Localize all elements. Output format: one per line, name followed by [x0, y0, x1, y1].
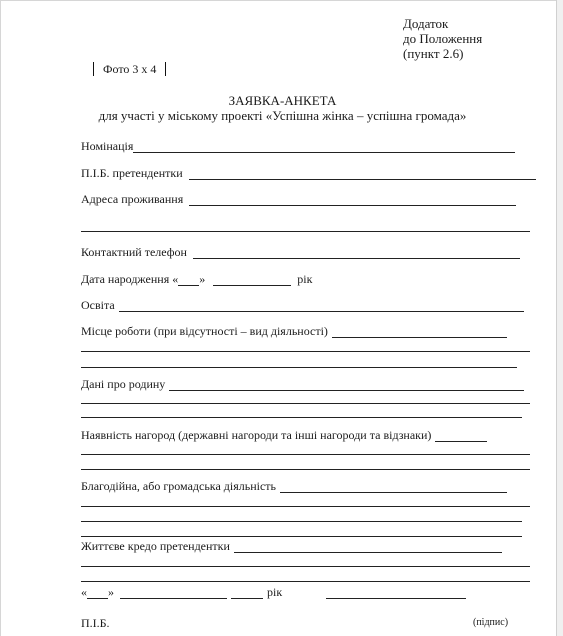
footer-pib-label: П.І.Б. — [81, 616, 110, 630]
birthdate-month-line[interactable] — [213, 274, 291, 286]
footer-signature-caption: (підпис) — [473, 617, 509, 628]
annex-line-2: до Положення — [403, 31, 483, 46]
sign-date-day-line[interactable] — [87, 587, 108, 599]
awards-label: Наявність нагород (державні нагороди та інші нагороди та відзнаки) — [81, 428, 432, 442]
form-subtitle-text: для участі у міському проекті «Успішна жінка – успішна громада» — [98, 108, 467, 123]
annex-line-3: (пункт 2.6) — [403, 46, 464, 61]
birthdate-year-word: рік — [297, 272, 313, 286]
pib-field — [81, 166, 536, 180]
awards-field — [81, 428, 487, 442]
pib-input-line[interactable] — [189, 168, 536, 180]
sign-date-field — [81, 585, 466, 599]
family-field — [81, 377, 524, 391]
work-extra-line-2[interactable] — [81, 367, 517, 368]
photo-left-bar — [93, 62, 94, 76]
signature-line[interactable] — [326, 587, 466, 599]
family-input-line[interactable] — [169, 379, 524, 391]
photo-label: Фото 3 х 4 — [103, 62, 157, 76]
awards-input-line[interactable] — [435, 430, 487, 442]
work-label: Місце роботи (при відсутності – вид діяльності) — [81, 324, 328, 338]
awards-extra-line-2[interactable] — [81, 469, 530, 470]
credo-field — [81, 539, 502, 553]
address-extra-line[interactable] — [81, 231, 530, 232]
work-field — [81, 324, 507, 338]
birthdate-quote-close: » — [199, 272, 206, 286]
nomination-input-line[interactable] — [133, 141, 515, 153]
education-input-line[interactable] — [119, 300, 524, 312]
family-extra-line-1[interactable] — [81, 403, 530, 404]
annex-note — [403, 16, 482, 61]
pib-label: П.І.Б. претендентки — [81, 166, 183, 180]
charity-field — [81, 479, 507, 493]
charity-label: Благодійна, або громадська діяльність — [81, 479, 276, 493]
sign-date-month-line[interactable] — [120, 587, 227, 599]
charity-extra-line-3[interactable] — [81, 536, 522, 537]
nomination-label: Номінація — [81, 139, 134, 153]
address-label: Адреса проживання — [81, 192, 184, 206]
sign-date-year-word: рік — [267, 585, 283, 599]
credo-label: Життєве кредо претендентки — [81, 539, 230, 553]
right-edge-bar — [556, 0, 563, 636]
address-input-line[interactable] — [189, 194, 516, 206]
credo-input-line[interactable] — [234, 541, 502, 553]
address-field — [81, 192, 516, 206]
sign-date-quote-close: » — [108, 585, 114, 599]
sign-date-year-line[interactable] — [231, 587, 263, 599]
family-label: Дані про родину — [81, 377, 166, 391]
photo-right-bar — [165, 62, 166, 76]
credo-extra-line-2[interactable] — [81, 581, 530, 582]
credo-extra-line-1[interactable] — [81, 566, 530, 567]
phone-input-line[interactable] — [193, 247, 520, 259]
education-field — [81, 298, 524, 312]
work-extra-line-1[interactable] — [81, 351, 530, 352]
charity-input-line[interactable] — [280, 481, 507, 493]
form-title: ЗАЯВКА-АНКЕТА — [228, 93, 337, 108]
phone-field — [81, 245, 520, 259]
annex-line-1: Додаток — [403, 16, 449, 31]
photo-placeholder — [93, 62, 166, 77]
charity-extra-line-1[interactable] — [81, 506, 530, 507]
birthdate-field — [81, 272, 312, 286]
charity-extra-line-2[interactable] — [81, 521, 522, 522]
education-label: Освіта — [81, 298, 115, 312]
birthdate-label: Дата народження « — [81, 272, 179, 286]
phone-label: Контактний телефон — [81, 245, 187, 259]
sign-date-quote-open: « — [81, 585, 87, 599]
birthdate-day-line[interactable] — [178, 274, 199, 286]
family-extra-line-2[interactable] — [81, 417, 522, 418]
form-subtitle — [1, 108, 563, 124]
work-input-line[interactable] — [332, 326, 507, 338]
nomination-field — [81, 139, 515, 153]
awards-extra-line-1[interactable] — [81, 454, 530, 455]
